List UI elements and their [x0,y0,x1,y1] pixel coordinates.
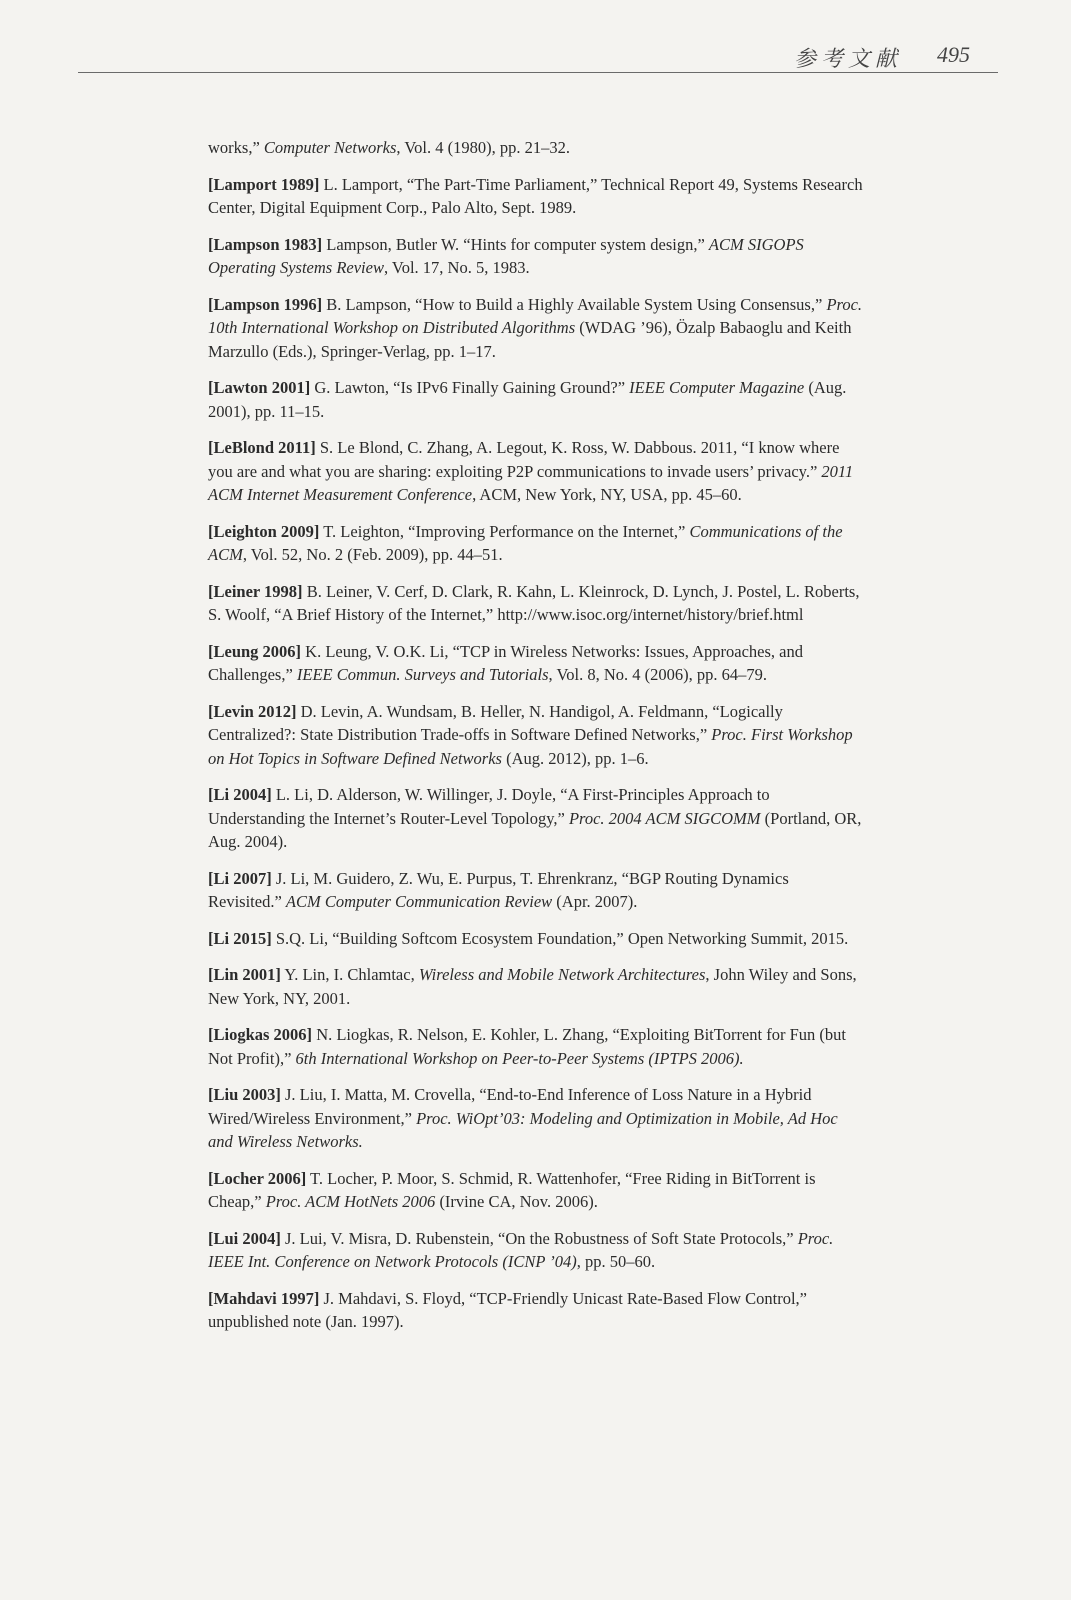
reference-key: [Levin 2012] [208,701,297,721]
reference-entry [208,293,863,364]
reference-entry [208,136,863,160]
reference-text: S. Le Blond, C. Zhang, A. Legout, K. Ross, W. Dabbous. 2011, “I know where you are and what you are sharing: exploiting P2P communications to invade users’ privacy.” [208,438,840,481]
reference-key: [Lampson 1983] [208,234,323,254]
reference-text: L. Li, D. Alderson, W. Willinger, J. Doyle, “A First-Principles Approach to Understanding the Internet’s Router-Level Topology,” [208,785,770,828]
reference-entry [208,963,863,1010]
reference-text-tail: (Apr. 2007). [552,892,638,911]
reference-entry [208,1023,863,1070]
reference-text: S.Q. Li, “Building Softcom Ecosystem Foundation,” Open Networking Summit, 2015. [271,928,849,948]
reference-entry [208,436,863,507]
reference-text-tail: (Irvine CA, Nov. 2006). [435,1192,598,1211]
reference-text-tail: , ACM, New York, NY, USA, pp. 45–60. [472,485,742,504]
reference-text: T. Locher, P. Moor, S. Schmid, R. Wattenhofer, “Free Riding in BitTorrent is Cheap,” [208,1168,816,1211]
reference-venue: Proc. 10th International Workshop on Distributed Algorithms [208,294,863,337]
reference-text-tail: , John Wiley and Sons, New York, NY, 2001. [208,965,857,1008]
reference-entry [208,867,863,914]
reference-key: [Lawton 2001] [208,378,311,397]
reference-key: [Locher 2006] [208,1168,307,1188]
reference-key: [Li 2004] [208,785,272,804]
reference-entry [208,1083,863,1154]
reference-key: [Lui 2004] [208,1228,281,1248]
reference-venue: IEEE Computer Magazine [629,378,805,397]
reference-venue: Proc. First Workshop on Hot Topics in Software Defined Networks [208,725,853,768]
reference-venue: Communications of the ACM [208,521,843,564]
reference-text: J. Li, M. Guidero, Z. Wu, E. Purpus, T. Ehrenkranz, “BGP Routing Dynamics Revisited.” [208,868,789,911]
reference-venue: Proc. 2004 ACM SIGCOMM [568,808,761,828]
reference-venue: ACM SIGOPS Operating Systems Review [208,234,804,277]
reference-text-tail: (Aug. 2012), pp. 1–6. [501,748,649,768]
reference-entry [208,1167,863,1214]
reference-entry [208,173,863,220]
reference-venue: ACM Computer Communication Review [285,892,553,911]
reference-text: L. Lamport, “The Part-Time Parliament,” Technical Report 49, Systems Research Center, Digital Equipment Corp., Palo Alto, Sept. 1989. [208,174,863,217]
reference-text-tail: , Vol. 17, No. 5, 1983. [383,258,530,277]
reference-text-tail: , Vol. 4 (1980), pp. 21–32. [396,138,570,157]
reference-venue: Wireless and Mobile Network Architectures [418,965,706,984]
reference-key: [Liogkas 2006] [208,1025,313,1044]
reference-text: Y. Lin, I. Chlamtac, [280,965,419,984]
reference-key: [Leighton 2009] [208,521,320,541]
reference-entry [208,580,863,627]
reference-venue: 6th International Workshop on Peer-to-Peer Systems (IPTPS 2006). [295,1048,744,1068]
reference-entry [208,927,863,951]
reference-text-tail: (Aug. 2001), pp. 11–15. [208,378,847,421]
reference-venue: IEEE Commun. Surveys and Tutorials [296,665,549,684]
reference-list [208,136,863,1347]
reference-entry [208,640,863,687]
reference-text: J. Liu, I. Matta, M. Crovella, “End-to-End Inference of Loss Nature in a Hybrid Wired/Wireless Environment,” [208,1085,812,1128]
reference-text: G. Lawton, “Is IPv6 Finally Gaining Ground?” [310,378,630,397]
reference-key: [Liu 2003] [208,1085,281,1104]
reference-entry [208,1227,863,1274]
reference-entry [208,1287,863,1334]
reference-text: B. Leiner, V. Cerf, D. Clark, R. Kahn, L. Kleinrock, D. Lynch, J. Postel, L. Roberts, S. Woolf, “A Brief History of the Internet,” http://www.isoc.org/internet/history/brief.html [208,581,860,624]
reference-text: J. Mahdavi, S. Floyd, “TCP-Friendly Unicast Rate-Based Flow Control,” unpublished note (Jan. 1997). [208,1288,808,1331]
reference-text-tail: , Vol. 52, No. 2 (Feb. 2009), pp. 44–51. [242,545,503,564]
reference-venue: Computer Networks [263,138,397,157]
reference-text: B. Lampson, “How to Build a Highly Available System Using Consensus,” [322,294,827,314]
reference-text: J. Lui, V. Misra, D. Rubenstein, “On the Robustness of Soft State Protocols,” [280,1228,798,1248]
reference-key: [Leung 2006] [208,641,302,661]
reference-text: K. Leung, V. O.K. Li, “TCP in Wireless Networks: Issues, Approaches, and Challenges,” [208,641,803,684]
reference-key: [Lin 2001] [208,965,281,984]
reference-text: D. Levin, A. Wundsam, B. Heller, N. Handigol, A. Feldmann, “Logically Centralized?: State Distribution Trade-offs in Software Defined Networks,” [208,701,783,744]
reference-key: [Mahdavi 1997] [208,1288,320,1308]
reference-entry [208,700,863,771]
reference-venue: 2011 ACM Internet Measurement Conference [208,461,854,504]
page-number: 495 [937,42,970,67]
reference-text-tail: , Vol. 8, No. 4 (2006), pp. 64–79. [548,665,767,684]
reference-key: [LeBlond 2011] [208,438,316,457]
reference-key: [Li 2015] [208,928,272,948]
reference-entry [208,783,863,854]
reference-text: works,” [208,138,264,157]
reference-venue: Proc. ACM HotNets 2006 [265,1192,436,1211]
reference-venue: Proc. IEEE Int. Conference on Network Protocols (ICNP ’04) [208,1228,834,1271]
reference-entry [208,376,863,423]
reference-key: [Li 2007] [208,868,272,888]
reference-key: [Lamport 1989] [208,174,320,194]
reference-key: [Lampson 1996] [208,294,323,314]
reference-entry [208,233,863,280]
running-title: 参考文献 [793,46,902,71]
reference-text-tail: , pp. 50–60. [576,1252,656,1271]
reference-key: [Leiner 1998] [208,581,303,601]
reference-text: Lampson, Butler W. “Hints for computer system design,” [322,234,709,254]
reference-text-tail: (Portland, OR, Aug. 2004). [208,808,862,851]
reference-text-tail: (WDAG ’96), Özalp Babaoglu and Keith Marzullo (Eds.), Springer-Verlag, pp. 1–17. [208,318,852,361]
reference-entry [208,520,863,567]
reference-venue: Proc. WiOpt’03: Modeling and Optimization in Mobile, Ad Hoc and Wireless Networks. [208,1108,838,1151]
running-header [78,42,998,73]
reference-text: N. Liogkas, R. Nelson, E. Kohler, L. Zhang, “Exploiting BitTorrent for Fun (but Not Profit),” [208,1025,846,1068]
reference-text: T. Leighton, “Improving Performance on the Internet,” [319,521,690,541]
